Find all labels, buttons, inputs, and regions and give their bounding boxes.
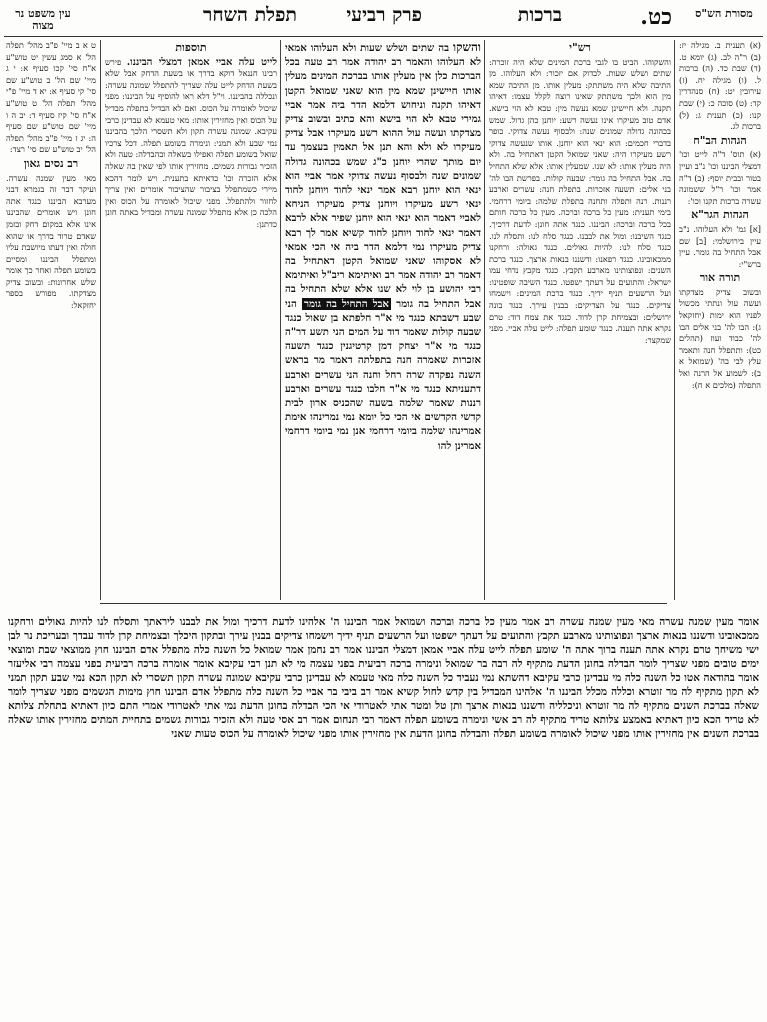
gemara-text: בה שתים ושלש שעות ולא העלוהו אמאי לא העלוהו והאמר רב יהודה אמר רב טעה בכל הברכות כלן אין מעלין אותו בברכת המינים מעלין אותו חיישינן שמא מין הוא שאני שמואל הקטן דאיהו תקנה וניחוש דלמא הדר ביה אמר אביי גמירי טבא לא הוי בישא והא כתיב ובשוב צדיק מצדקתו ועשה עול ההוא רשע מעיקרו אבל צדיק מעיקרו לא ולא והא תנן אל תאמין בעצמך עד יום מותך שהרי יוחנן כ"ג שמש בכהונה גדולה שמונים שנה ולבסוף נעשה צדוקי אמר אביי הוא ינאי הוא יוחנן רבא אמר ינאי לחוד ויוחנן לחוד ינאי רשע מעיקרו ויוחנן צדיק מעיקרו הניחא לאביי דאמר הוא ינאי הוא יוחנן שפיר אלא לרבא דאמר ינאי לחוד ויוחנן לחוד קשיא אמר לך רבא צדיק מעיקרו נמי דלמא הדר ביה אי הכי אמאי לא אסקוהו שאני שמואל הקטן דאתחיל בה דאמר רב יהודה אמר רב ואיתימא ריב"ל ואיתימא רבי יהושע בן לוי לא שנו אלא שלא התחיל בה אבל התחיל בה גומר bbox=[285, 42, 481, 310]
tosafot-title: תוספות bbox=[175, 41, 207, 54]
tosafot-opening: לייט עלה אביי אמאן דמצלי הביננו. bbox=[126, 56, 277, 68]
highlighted-phrase: אבל התחיל בה גומר bbox=[304, 297, 389, 310]
ein-mishpat-label: עין משפט נר מצוה bbox=[15, 7, 71, 32]
folio-number: כט. bbox=[640, 4, 672, 30]
torah-or-title: תורה אור bbox=[699, 271, 741, 285]
rashi-text: והשקוהו. הביט בו לגבי ברכת המינים שלא היה זוכרה: שתים ושלש שעות. לבדוק אם יזכור: ולא העלוהו. מן התיבה שלא היה משתתק: מעלין אותו. מן התיבה שמא מין הוא ולכך משתתק שאינו רוצה לקלל עצמו: דאיהו תקנה. ולא חיישינן שמא נעשה מין: טבא לא הוי בישא. אדם טוב מעיקרו אינו נעשה רשע: יוחנן כהן גדול. שמש בכהונה גדולה שמונים שנה: ולבסוף נעשה צדוקי. כופר בדברי חכמים: הוא ינאי הוא יוחנן. אותו שנעשה צדוקי רשע מעיקרו היה: שאני שמואל הקטן דאתחיל בה. ולא היה מעלין אותו: לא שנו. שמעלין אותו: אלא שלא התחיל בה. אבל התחיל בה גומר: שבעה קולות. בפרשת הבו לה' בני אלים: תשעה אזכרות. בתפלת חנה: עשרים וארבע רננות. רנה ותפלה ותחנה בתפלת שלמה: ביומי דרחמי. בימי תענית: מעין כל ברכה וברכה. מעין כל ברכה חותם בכל ברכה וברכה: הביננו. כנגד אתה חונן: לדעת דרכיך. כנגד השיבנו: ומול את לבבנו. כנגד סלח לנו: ותסלח לנו. כנגד סלח לנו: להיות גאולים. כנגד גאולה: ורחקנו ממכאובינו. כנגד רפאנו: ודשננו בנאות ארצך. כנגד ברכת השנים: ונפוצותינו מארבע תקבץ. כנגד מקבץ נדחי עמו ישראל: והתועים על דעתך ישפטו. כנגד השיבה שופטינו: ועל הרשעים תניף ידיך. כנגד ברכת המינים: וישמחו צדיקים. כנגד על הצדיקים: בבנין עירך. כנגד בונה ירושלים: ובצמיחת קרן לדוד. כנגד את צמח דוד: טרם נקרא אתה תענה. כנגד שומע תפלה: לייט עלה אביי. מפני שמקצר: bbox=[489, 56, 671, 345]
gemara-text-top bbox=[285, 40, 481, 453]
chapter-name: פרק רביעי bbox=[346, 4, 422, 26]
masoret-label: מסורת הש"ס bbox=[695, 7, 753, 20]
hagahot-hagra-title: הגהות הגר"א bbox=[691, 208, 749, 222]
gemara-opening-word: והשקו bbox=[453, 40, 481, 54]
tosafot-column bbox=[105, 40, 277, 600]
hagahot-hagra-text: [א] גמ' ולא העלוהו. נ"ב עיין בירושלמי: [ב] שם אבל התחיל בה גומר. עיין ברש"י: bbox=[679, 223, 761, 269]
rabbenu-nissim-title: רב נסים גאון bbox=[23, 156, 79, 170]
ein-mishpat-references: ט א ב מיי' פ"ב מהל' תפלה הל' א סמג עשין יט טוש"ע א"ח סי' קכו סעיף א: י ג מיי' שם הל' ב טוש"ע שם סי' קי סעיף א: יא ד מיי' פ"י מהל' תפלה הל' ט טוש"ע א"ח סי' קיז סעיף ד: יב ה ו מיי' שם טוש"ע שם סעיף ה: יג ז מיי' פ"ב מהל' תפלה הל' יב טוש"ע שם סי' רצד: bbox=[6, 40, 96, 155]
rashi-column bbox=[489, 40, 671, 600]
column-divider bbox=[484, 40, 485, 600]
section-rule bbox=[100, 603, 667, 604]
ein-mishpat-column bbox=[6, 40, 96, 600]
rabbenu-nissim-text: מאי מעין שמנה עשרה. ועיקר דבר זה בגמרא דבני מערבא הביננו כנגד אתה חונן ויש אומרים שהביננו אינו אלא במקום דחק ובזמן שאדם טרוד בדרך או שהוא חולה ואין דעתו מיושבת עליו ומתפלל הביננו ומסיים בשומע תפלה ואחר כך אומר שלש אחרונות: ובשוב צדיק מצדקתו. מפורש בספר יחזקאל: bbox=[6, 172, 96, 311]
tractate-name: ברכות bbox=[517, 4, 562, 26]
masoret-references: (א) תענית ב. מגילה יז: (ב) ר"ה לב. (ג) יומא ט. (ד) שבת כד. (ה) ברכות ל. (ו) מגילה יח. (ז) עירובין יט: (ח) סנהדרין קד: (ט) סוכה כ: (י) שבת קנו: (כ) תענית ג: (ל) ברכות לג. bbox=[679, 40, 761, 132]
gemara-bottom-block bbox=[8, 606, 759, 1016]
column-divider bbox=[674, 40, 675, 600]
torah-or-text: ובשוב צדיק מצדקתו ועשה עול ונתתי מכשול לפניו הוא ימות (יחזקאל ג): הבו לה' בני אלים הבו לה' כבוד ועוז (תהלים כט): ותתפלל חנה ותאמר עלץ לבי בה' (שמואל א ב): לשמוע אל הרנה ואל התפלה (מלכים א ח): bbox=[679, 286, 761, 390]
column-divider bbox=[280, 40, 281, 600]
hagahot-habach-title: הגהות הב"ח bbox=[693, 133, 747, 147]
gemara-column bbox=[285, 40, 481, 602]
hagahot-habach-text: (א) תוס' ד"ה לייט וכו' דמצלי הביננו וכו' נ"ב ועיין בטור ובבית יוסף: (ב) ד"ה אמר וכו' ר"ל ששמונה עשרה ברכות תקנו וכו': bbox=[679, 149, 761, 206]
gemara-continuation: הני שבע דשבתא כנגד מי א"ר חלפתא בן שאול כנגד שבעה קולות שאמר דוד על המים הני תשע דר"ה כנגד מי א"ר יצחק דמן קרטיגנין כנגד תשעה אזכרות שאמרה חנה בתפלתה דאמר מר בראש השנה נפקדה שרה רחל וחנה הני עשרים וארבע דתעניתא כנגד מי א"ר חלבו כנגד עשרים וארבע רננות שאמר שלמה בשעה שהכניס ארון לבית קדשי הקדשים אי הכי כל יומא נמי נמרינהו אימת אמרינהו שלמה ביומי דרחמי אנן נמי ביומי דרחמי אמרינן להו bbox=[285, 297, 481, 452]
tosafot-text bbox=[105, 57, 277, 231]
page-header bbox=[0, 4, 767, 34]
rashi-title: רש"י bbox=[569, 41, 591, 54]
chapter-title: תפלת השחר bbox=[203, 4, 297, 26]
gemara-bottom-text: אומר מעין שמנה עשרה מאי מעין שמנה עשרה רב אמר מעין כל ברכה וברכה ושמואל אמר הביננו ה' אלהינו לדעת דרכיך ומול את לבבנו ליראתך ותסלח לנו להיות גאולים ורחקנו ממכאובינו ודשננו בנאות ארצך ונפוצותינו מארבע תקבץ והתועים על דעתך ישפטו ועל הרשעים תניף ידיך וישמחו צדיקים בבנין עירך ובתקון היכלך ובצמיחת קרן לדוד עבדך ובעריכת נר לבן ישי משיחך טרם נקרא אתה תענה ברוך אתה ה' שומע תפלה לייט עלה אביי אמאן דמצלי הביננו אמר רב נחמן אמר שמואל כל השנה כלה מתפלל אדם הביננו חוץ ממוצאי שבת ומוצאי ימים טובים מפני שצריך לומר הבדלה בחונן הדעת מתקיף לה רבה בר שמואל ונימרה ברכה רביעית בפני עצמה מי לא תנן רבי עקיבא אומר אומרה ברכה רביעית בפני עצמה רבי אליעזר אומר בהודאה אטו כל השנה כלה מי עבדינן כרבי עקיבא דהשתא נמי נעביד כל השנה כלה מאי טעמא לא עבדינן כרבי עקיבא שמונה עשרה תקון תשסרי לא תקון הכא נמי שבע תקון תמני לא תקון מתקיף לה מר זוטרא וכללה מכלל הביננו ה' אלהינו המבדיל בין קדש לחול קשיא אמר רב ביבי בר אביי כל השנה כלה מתפלל אדם הביננו חוץ מימות הגשמים מפני שצריך לומר שאלה בברכת השנים מתקיף לה מר זוטרא וניכלליה ודשננו בנאות ארצך ותן טל ומטר אתי לאטרודי אי הכי הבדלה בחונן הדעת נמי אתי לאטרודי אמרי התם כיון דאתיא בתחלת צלותא לא טריד הכא כיון דאתיא באמצע צלותא טריד מתקיף לה רב אשי ונימרה בשומע תפלה דאמר רבי תנחום אמר רב אסי טעה ולא הזכיר גבורות גשמים בתחיית המתים מחזירין אותו שאלה בברכת השנים אין מחזירין אותו מפני שיכול לאומרה בשומע תפלה והבדלה בחונן הדעת אין מחזירין אותו מפני שיכול לאומרה על הכוס טעות שאני bbox=[8, 616, 759, 740]
tosafot-body: פירש רבינו חננאל דוקא בדרך או בשעת הדחק אבל שלא בשעת הדחק לייט עלה שצריך להתפלל שמונה עשרה: ונכללה בהביננו. וי"ל דלא ראו להוסיף על הביננו: מפני שיכול לאומרה על הכוס. ואם לא הבדיל בתפלה מבדיל על הכוס ואין מחזירין אותו: מאי טעמא לא עבדינן כרבי עקיבא. שמונה עשרה תקון ולא תשסרי הלכך בהביננו נמי שבע ולא תמני: ונימרה בשומע תפלה. דכל צרכיו שואל בשומע תפלה ואפילו בשאלה ובהבדלה: טעה ולא הזכיר גבורות גשמים. מחזירין אותו לפי שאין בה שאלה אלא הזכרה וכו' כדאיתא בתענית. ויש לומר דהכא מיירי כשמתפלל בציבור שהציבור אומרים ואין צריך לחזור ולהתפלל. מפני שיכול לאומרה על הכוס ואין הלכה כן אלא מתפלל שמונה עשרה ומבדיל באתה חונן כדתנן: bbox=[105, 56, 277, 229]
column-divider bbox=[100, 40, 101, 600]
header-rule bbox=[4, 36, 763, 37]
masoret-column bbox=[679, 40, 761, 600]
